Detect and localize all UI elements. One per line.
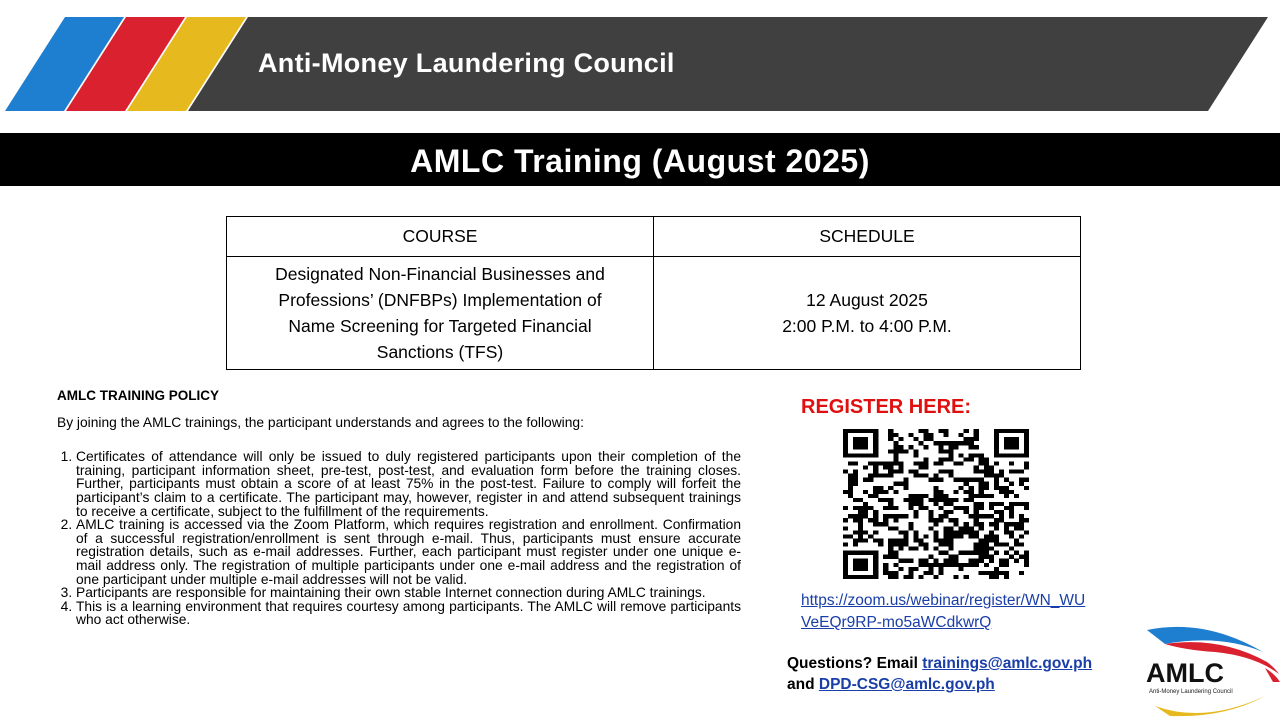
- questions-label: Questions? Email: [787, 655, 923, 672]
- course-cell: [227, 257, 654, 370]
- qr-code-icon[interactable]: [843, 429, 1029, 579]
- logo-text: AMLC: [1146, 658, 1224, 688]
- training-policy: [57, 389, 741, 627]
- course-header: COURSE: [227, 217, 654, 257]
- title-bar: [0, 133, 1280, 186]
- table-row: [227, 257, 1081, 370]
- policy-item: 1. Certificates of attendance will only be issued to duly registered participants upon their completion of the training, participant information sheet, pre-test, post-test, and evaluation form before the training closes. Further, participants must obtain a score of at least 75% in the post-test. Failure to comply will forfeit the participant’s claim to a certificate. The participant may, however, register in and attend subsequent trainings to receive a certificate, subject to the fulfillment of the requirements.: [76, 450, 741, 518]
- policy-intro: By joining the AMLC trainings, the participant understands and agrees to the following:: [57, 414, 584, 430]
- and-label: and: [787, 676, 819, 693]
- policy-item: 4. This is a learning environment that requires courtesy among participants. The AMLC will remove participants who act otherwise.: [76, 600, 741, 627]
- course-line: Sanctions (TFS): [376, 342, 504, 362]
- policy-list: [57, 450, 741, 627]
- register-label: REGISTER HERE:: [801, 396, 972, 418]
- course-line: Professions’ (DNFBPs) Implementation of: [278, 290, 602, 310]
- dpd-csg-email-link[interactable]: DPD-CSG@amlc.gov.ph: [818, 676, 995, 693]
- course-schedule-table: [226, 216, 1081, 370]
- schedule-time: 2:00 P.M. to 4:00 P.M.: [782, 316, 952, 336]
- amlc-logo: [1145, 622, 1280, 720]
- schedule-cell: [654, 257, 1081, 370]
- policy-item: 2. AMLC training is accessed via the Zoom Platform, which requires registration and enrollment. Confirmation of a successful registration/enrollment is sent through e-mail. Thus, participants must ensure accurate registration details, such as e-mail addresses. Further, each participant must register under one unique e-mail address only. The registration of multiple participants under one e-mail address and the registration of one participant under multiple e-mail addresses will not be valid.: [76, 518, 741, 586]
- schedule-date: 12 August 2025: [806, 290, 928, 310]
- registration-link[interactable]: https://zoom.us/webinar/register/WN_WUVeEQr9RP-mo5aWCdkwrQ: [801, 592, 1086, 631]
- questions-contact: [787, 653, 1092, 695]
- org-title: Anti-Money Laundering Council: [258, 48, 675, 78]
- policy-heading: AMLC TRAINING POLICY: [57, 388, 219, 403]
- table-header-row: [227, 217, 1081, 257]
- schedule-header: SCHEDULE: [654, 217, 1081, 257]
- course-line: Name Screening for Targeted Financial: [288, 316, 592, 336]
- trainings-email-link[interactable]: trainings@amlc.gov.ph: [922, 655, 1093, 672]
- logo-subtext: Anti-Money Laundering Council: [1149, 689, 1233, 695]
- page-title: AMLC Training (August 2025): [410, 143, 870, 179]
- course-line: Designated Non-Financial Businesses and: [275, 264, 605, 284]
- policy-item: 3. Participants are responsible for maintaining their own stable Internet connection during AMLC trainings.: [76, 586, 741, 600]
